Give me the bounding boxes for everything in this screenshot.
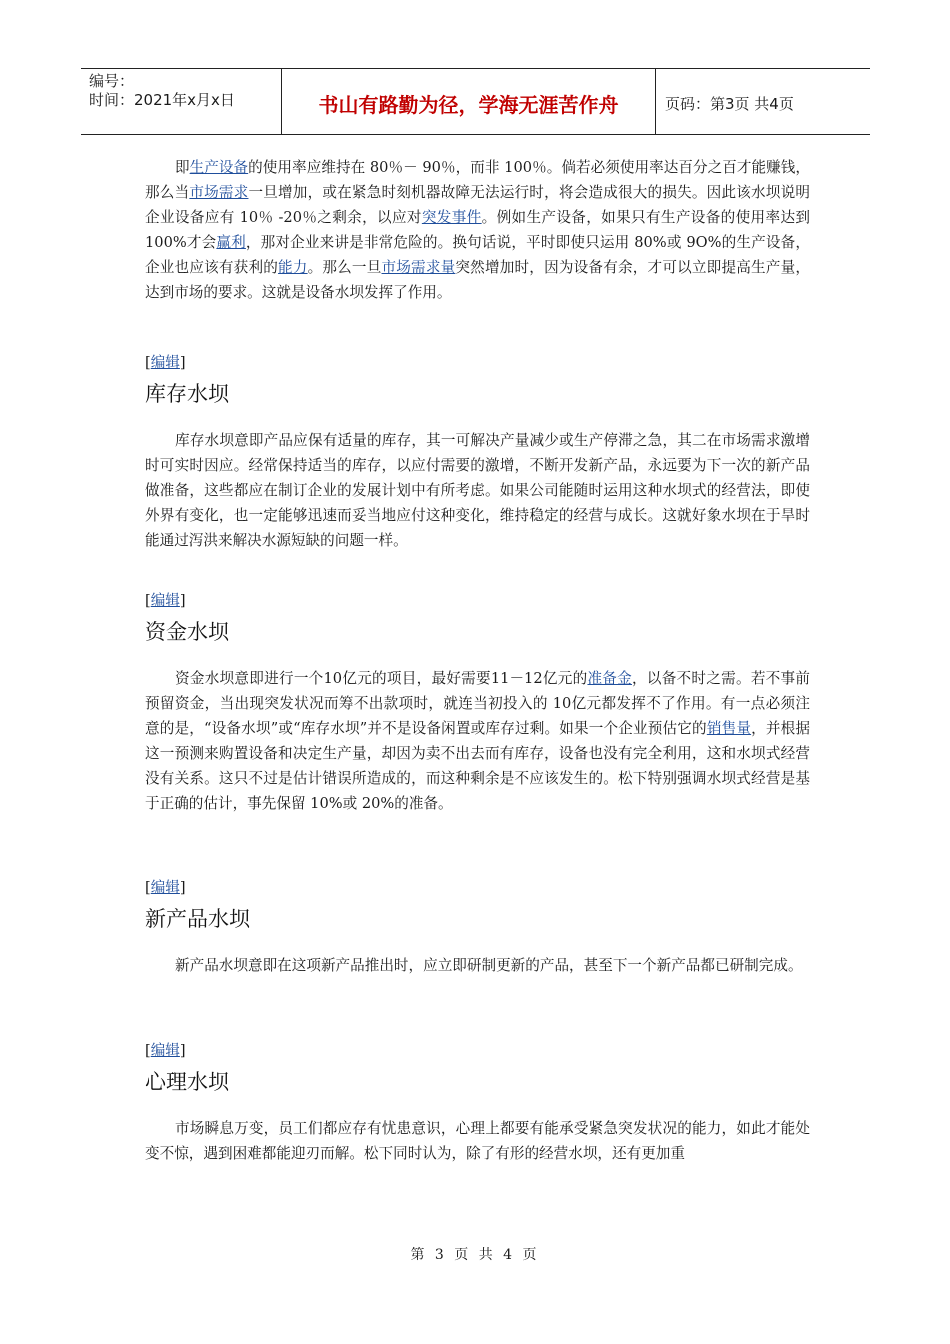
page-header: [81, 68, 870, 135]
section-paragraph: 新产品水坝意即在这项新产品推出时，应立即研制更新的产品，甚至下一个新产品都已研制完成。: [175, 957, 803, 974]
section-title: 新产品水坝: [145, 907, 250, 931]
edit-link[interactable]: 编辑: [150, 592, 180, 609]
edit-link-wrapper: [编辑]: [145, 354, 186, 371]
link-profit[interactable]: 赢利: [216, 234, 246, 251]
document-number-label: 编号：: [89, 72, 135, 90]
link-market-demand[interactable]: 市场需求: [189, 184, 249, 201]
section-psychological: [145, 1041, 810, 1166]
edit-link-wrapper: [编辑]: [145, 592, 186, 609]
header-meta: [81, 69, 282, 134]
section-paragraph: 库存水坝意即产品应保有适量的库存，其一可解决产量减少或生产停滞之急，其二在市场需求激增时可实时因应。经常保持适当的库存，以应付需要的激增，不断开发新产品，永远要为下一次的新产品做准备，这些都应在制订企业的发展计划中有所考虑。如果公司能随时运用这种水坝式的经营法，即使外界有变化，也一定能够迅速而妥当地应付这种变化，维持稳定的经营与成长。这就好象水坝在于旱时能通过泻洪来解决水源短缺的问题一样。: [145, 432, 810, 549]
link-production-equipment[interactable]: 生产设备: [189, 159, 249, 176]
intro-paragraph: 即生产设备的使用率应维持在 80％－ 90％，而非 100％。倘若必须使用率达百分之百才能赚钱，那么当市场需求一旦增加，或在紧急时刻机器故障无法运行时，将会造成很大的损失。因此该水坝说明企业设备应有 10％ -20％之剩余，以应对突发事件。例如生产设备，如果只有生产设备的使用率达到100%才会赢利，那对企业来讲是非常危险的。换句话说，平时即使只运用 80%或 9O%的生产设备，企业也应该有获利的能力。那么一旦市场需求量突然增加时，因为设备有余，才可以立即提高生产量，达到市场的要求。这就是设备水坝发挥了作用。: [145, 159, 810, 301]
section-paragraph: 市场瞬息万变，员工们都应存有忧患意识，心理上都要有能承受紧急突发状况的能力，如此才能处变不惊，遇到困难都能迎刃而解。松下同时认为，除了有形的经营水坝，还有更加重: [145, 1120, 810, 1162]
section-capital: [145, 591, 810, 816]
section-paragraph: 资金水坝意即进行一个10亿元的项目，最好需要11－12亿元的准备金，以备不时之需。若不事前预留资金，当出现突发状况而筹不出款项时，就连当初投入的 10亿元都发挥不了作用。有一点必须注意的是，“设备水坝”或“库存水坝”并不是设备闲置或库存过剩。如果一个企业预估它的销售量，并根据这一预测来购置设备和决定生产量，却因为卖不出去而有库存，设备也没有完全利用，这和水坝式经营没有关系。这只不过是估计错误所造成的，而这种剩余是不应该发生的。松下特别强调水坝式经营是基于正确的估计，事先保留 10%或 20%的准备。: [145, 670, 810, 812]
link-market-demand-volume[interactable]: 市场需求量: [381, 259, 456, 276]
edit-link[interactable]: 编辑: [150, 879, 180, 896]
link-capability[interactable]: 能力: [278, 259, 308, 276]
edit-link[interactable]: 编辑: [150, 354, 180, 371]
link-emergency[interactable]: 突发事件: [421, 209, 482, 226]
edit-link[interactable]: 编辑: [150, 1042, 180, 1059]
link-reserve-fund[interactable]: 准备金: [587, 670, 632, 687]
page-footer: 第 3 页 共 4 页: [410, 1247, 540, 1263]
header-page-info: 页码：第3页 共4页: [665, 95, 794, 113]
link-sales-volume[interactable]: 销售量: [706, 720, 752, 737]
section-new-product: [145, 878, 810, 978]
header-motto: 书山有路勤为径，学海无涯苦作舟: [282, 69, 656, 134]
document-date-label: 时间：2021年x月x日: [89, 91, 235, 109]
section-title: 库存水坝: [145, 382, 229, 406]
section-inventory: [145, 353, 810, 553]
intro-block: [145, 155, 810, 305]
section-title: 心理水坝: [145, 1070, 229, 1094]
edit-link-wrapper: [编辑]: [145, 1042, 186, 1059]
section-title: 资金水坝: [145, 620, 229, 644]
edit-link-wrapper: [编辑]: [145, 879, 186, 896]
